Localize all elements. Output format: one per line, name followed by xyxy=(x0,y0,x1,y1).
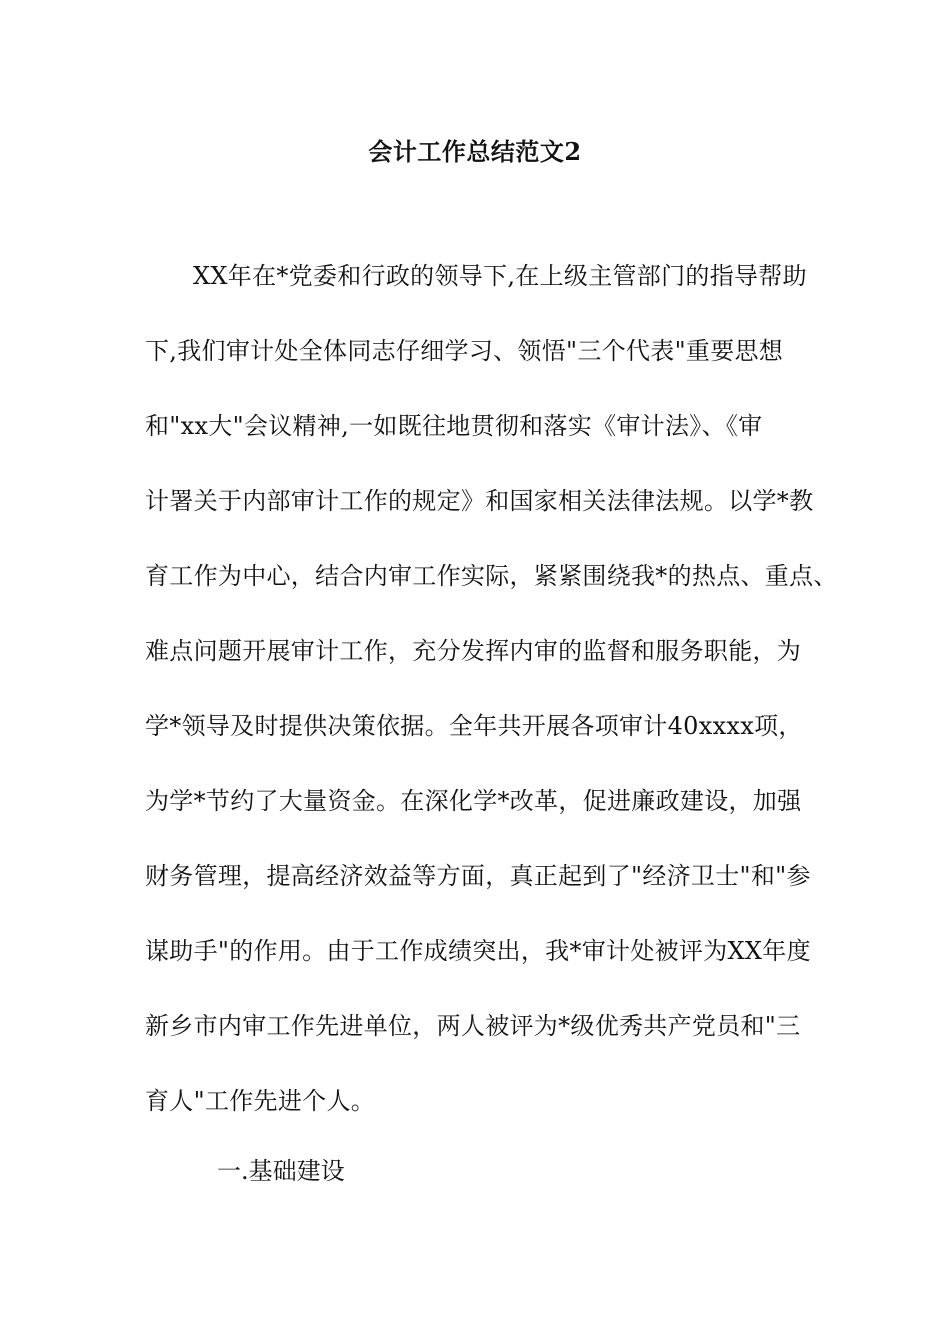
paragraph-line: 为学*节约了大量资金。在深化学*改革，促进廉政建设，加强 xyxy=(145,787,802,815)
paragraph-line: 难点问题开展审计工作，充分发挥内审的监督和服务职能，为 xyxy=(145,637,802,665)
paragraph-line: 谋助手"的作用。由于工作成绩突出，我*审计处被评为XX年度 xyxy=(145,937,811,965)
section-heading: 一.基础建设 xyxy=(217,1157,345,1185)
paragraph-line: 和"xx大"会议精神,一如既往地贯彻和落实《审计法》、《审 xyxy=(145,412,763,440)
paragraph-line: 财务管理，提高经济效益等方面，真正起到了"经济卫士"和"参 xyxy=(145,862,811,890)
document-title: 会计工作总结范文2 xyxy=(368,137,582,166)
paragraph-line: 下,我们审计处全体同志仔细学习、领悟"三个代表"重要思想 xyxy=(145,337,784,365)
paragraph-line: 育人"工作先进个人。 xyxy=(145,1087,376,1115)
paragraph-line: 育工作为中心，结合内审工作实际，紧紧围绕我*的热点、重点、 xyxy=(145,562,838,590)
paragraph-line: 新乡市内审工作先进单位，两人被评为*级优秀共产党员和"三 xyxy=(145,1012,801,1040)
paragraph-line: 计署关于内部审计工作的规定》和国家相关法律法规。以学*教 xyxy=(145,487,814,515)
paragraph-line: XX年在*党委和行政的领导下,在上级主管部门的指导帮助 xyxy=(193,262,807,290)
paragraph-line: 学*领导及时提供决策依据。全年共开展各项审计40xxxx项， xyxy=(145,712,803,740)
